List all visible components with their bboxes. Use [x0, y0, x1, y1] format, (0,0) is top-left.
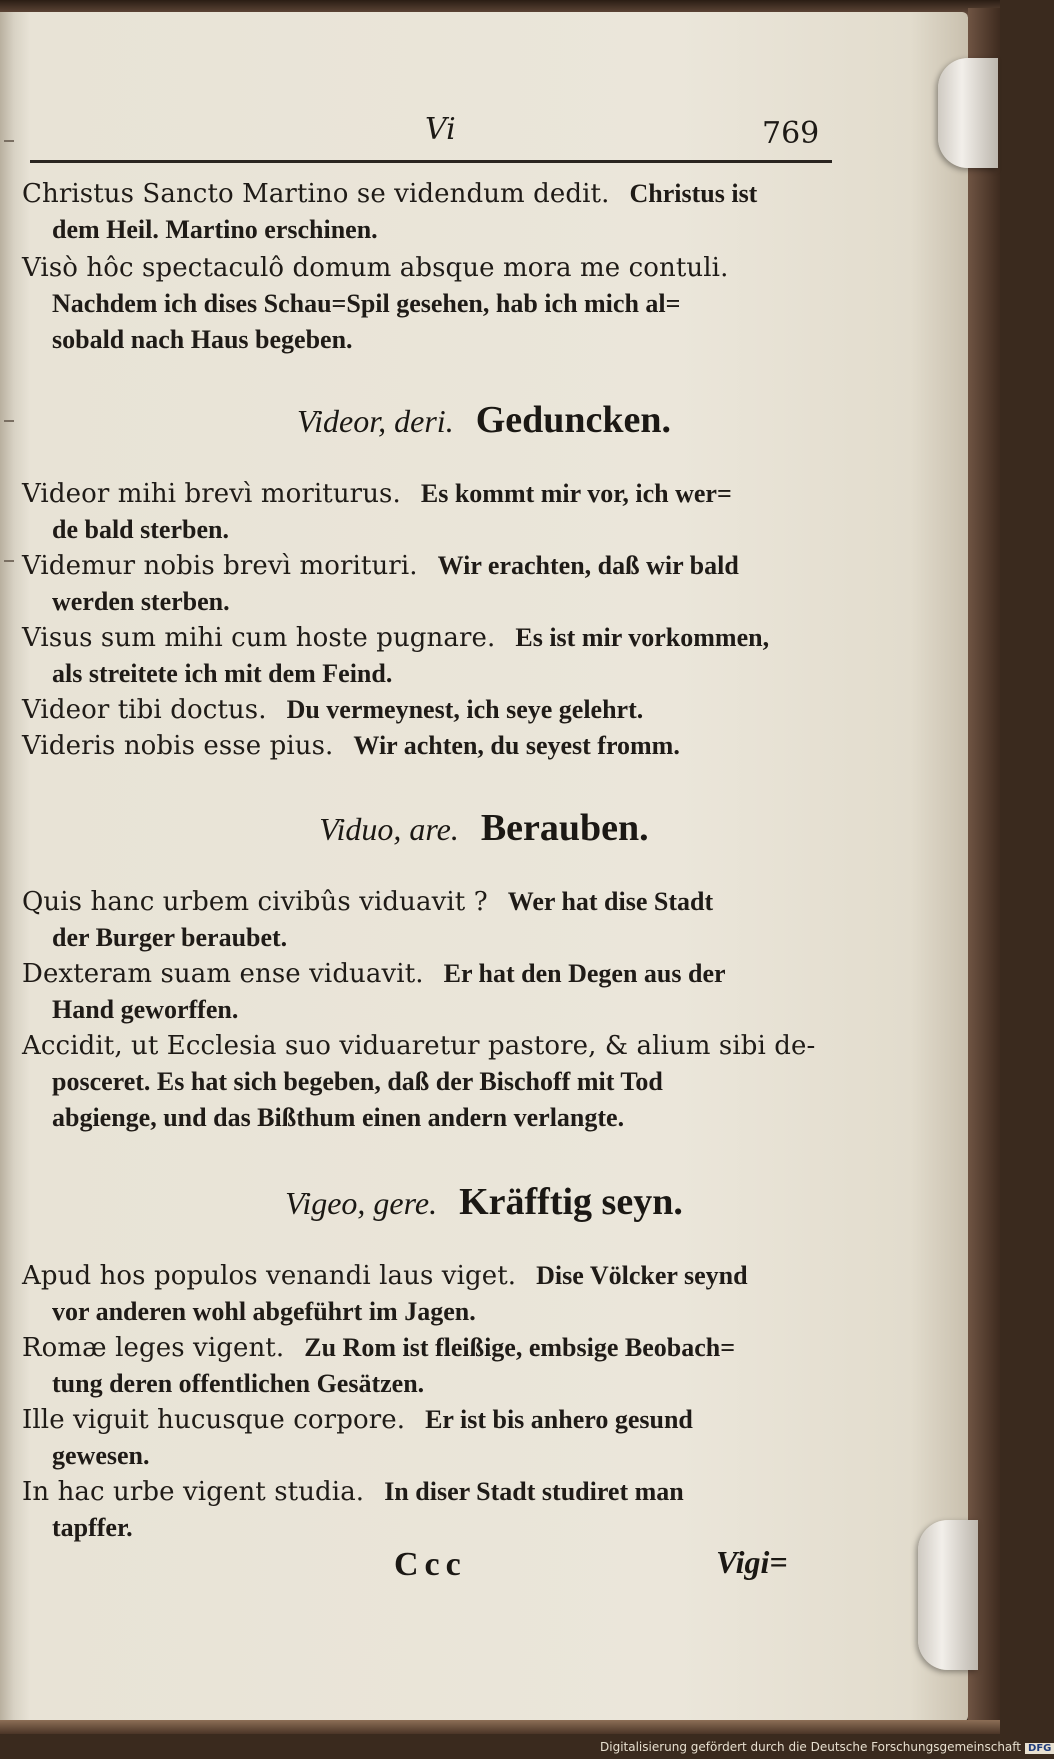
page-clip-bottom	[918, 1520, 978, 1670]
entry-continuation: de bald sterben.	[52, 515, 229, 544]
entry-latin: Romæ leges vigent.	[22, 1333, 285, 1363]
entry	[22, 620, 842, 692]
entry-continuation: tung deren offentlichen Gesätzen.	[52, 1369, 425, 1398]
entry-latin: Videor tibi doctus.	[22, 695, 267, 725]
entry	[22, 548, 842, 620]
entry-german: Er hat den Degen aus der	[443, 959, 726, 988]
entry-continuation: dem Heil. Martino erschinen.	[52, 215, 378, 244]
entry-german: In diser Stadt studiret man	[384, 1477, 684, 1506]
section-heading	[0, 1180, 968, 1224]
catchword: Vigi=	[716, 1544, 788, 1580]
entry-continuation: abgienge, und das Bißthum einen andern verlangte.	[52, 1103, 625, 1132]
heading-latin: Vigeo, gere.	[285, 1185, 438, 1221]
entry-latin: Ille viguit hucusque corpore.	[22, 1405, 406, 1435]
entry-german: Du vermeynest, ich seye gelehrt.	[286, 695, 644, 724]
entry	[22, 1402, 842, 1474]
entry-continuation: vor anderen wohl abgeführt im Jagen.	[52, 1297, 476, 1326]
entry	[22, 692, 842, 728]
entry	[22, 250, 842, 358]
entry	[22, 476, 842, 548]
entry-continuation: werden sterben.	[52, 587, 230, 616]
entry-continuation: sobald nach Haus begeben.	[52, 325, 353, 354]
entry	[22, 176, 842, 248]
entry-german: Wir erachten, daß wir bald	[437, 551, 739, 580]
running-head-word: Vi	[425, 112, 456, 147]
entry-continuation: der Burger beraubet.	[52, 923, 288, 952]
entry-latin: Visò hôc spectaculô domum absque mora me contuli.	[22, 253, 729, 283]
entry	[22, 1258, 842, 1330]
book-right-edge	[968, 8, 1000, 1726]
entry-latin: Videmur nobis brevì morituri.	[22, 551, 418, 581]
entry-continuation: gewesen.	[52, 1441, 150, 1470]
heading-latin: Viduo, are.	[319, 811, 459, 847]
margin-mark	[4, 560, 14, 562]
entry-german: Christus ist	[629, 179, 758, 208]
entry-german: Es kommt mir vor, ich wer=	[420, 479, 732, 508]
entry	[22, 1474, 842, 1546]
signature-mark: Ccc	[394, 1546, 467, 1583]
section-heading	[0, 398, 968, 442]
entry	[22, 884, 842, 956]
entry-latin: Videris nobis esse pius.	[22, 731, 334, 761]
entry-german: Wir achten, du seyest fromm.	[353, 731, 680, 760]
entry-latin: Videor mihi brevì moriturus.	[22, 479, 401, 509]
entry-german: Wer hat dise Stadt	[507, 887, 714, 916]
page-number: 769	[762, 116, 820, 151]
book-bottom-edge	[0, 1720, 1000, 1734]
entry-german: Es ist mir vorkommen,	[515, 623, 770, 652]
entry-latin: Christus Sancto Martino se videndum dedit.	[22, 179, 610, 209]
running-head	[0, 112, 968, 152]
entry-latin: In hac urbe vigent studia.	[22, 1477, 365, 1507]
entry-german: Dise Völcker seynd	[536, 1261, 748, 1290]
entry-continuation: als streitete ich mit dem Feind.	[52, 659, 393, 688]
entry-latin: Accidit, ut Ecclesia suo viduaretur pastore, & alium sibi de-	[22, 1031, 816, 1061]
entry	[22, 1028, 842, 1136]
entry	[22, 956, 842, 1028]
dfg-logo: DFG	[1025, 1743, 1054, 1754]
entry-latin: Dexteram suam ense viduavit.	[22, 959, 424, 989]
entry	[22, 728, 842, 764]
footer-credit-text: Digitalisierung gefördert durch die Deutsche Forschungsgemeinschaft	[600, 1740, 1022, 1754]
heading-german: Geduncken.	[475, 399, 672, 441]
entry	[22, 1330, 842, 1402]
footer-credit	[600, 1740, 1054, 1754]
entry-german: Zu Rom ist fleißige, embsige Beobach=	[304, 1333, 736, 1362]
entry-continuation: Nachdem ich dises Schau=Spil gesehen, hab ich mich al=	[52, 289, 681, 318]
entry-latin: Apud hos populos venandi laus viget.	[22, 1261, 517, 1291]
entry-continuation: Hand geworffen.	[52, 995, 239, 1024]
heading-german: Kräfftig seyn.	[459, 1181, 683, 1223]
heading-latin: Videor, deri.	[296, 403, 454, 439]
entry-german: Er ist bis anhero gesund	[425, 1405, 693, 1434]
entry-latin: Visus sum mihi cum hoste pugnare.	[22, 623, 496, 653]
section-heading	[0, 806, 968, 850]
entry-continuation: posceret. Es hat sich begeben, daß der Bischoff mit Tod	[52, 1067, 663, 1096]
head-rule	[30, 160, 832, 163]
entry-latin: Quis hanc urbem civibûs viduavit ?	[22, 887, 488, 917]
entry-continuation: tapffer.	[52, 1513, 133, 1542]
heading-german: Berauben.	[480, 807, 649, 849]
